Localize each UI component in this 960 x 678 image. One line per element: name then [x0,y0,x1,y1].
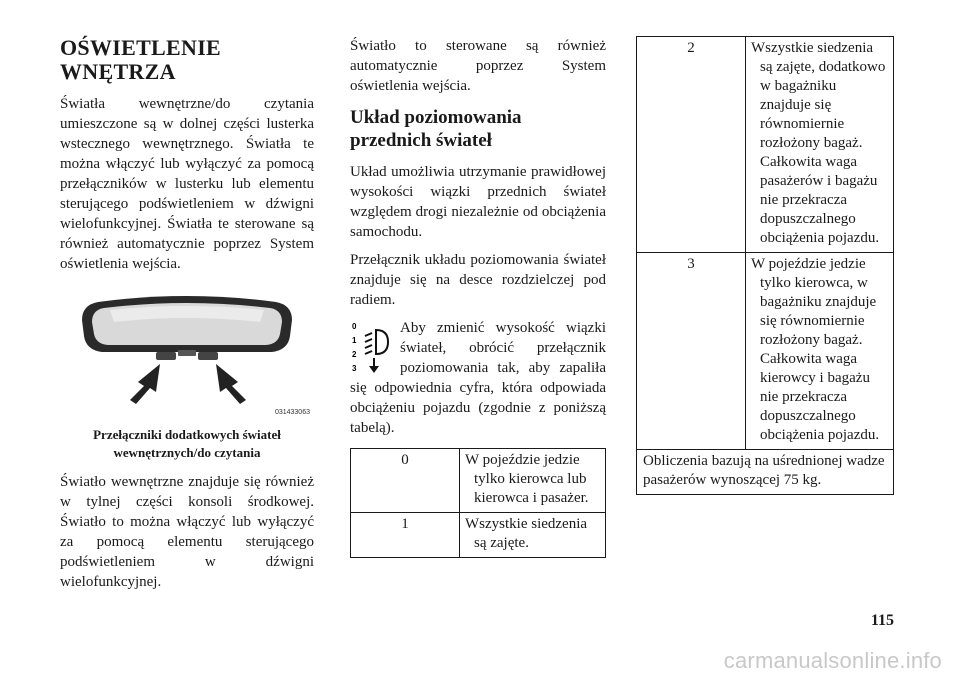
paragraph-entry-system: Światło to sterowane są również automatycznie poprzez System oświetlenia wejścia. [350,38,606,94]
paragraph-leveling-intro: Układ umożliwia utrzymanie prawidłowej wysokości wiązki przednich świateł względem drogi niezależnie od obciążenia samochodu. [350,164,606,240]
column-1 [60,36,314,600]
arrow-right-icon [216,364,246,404]
table-row [351,449,606,513]
description-cell: W pojeździe jedzie tylko kierowca lub kierowca i pasażer. [460,449,606,513]
rearview-mirror-illustration [60,292,314,420]
svg-text:2: 2 [352,350,357,359]
section-heading-leveling [350,106,606,152]
caption-line-1: Przełączniki dodatkowych świateł [93,427,281,442]
svg-text:3: 3 [352,364,357,373]
figure-code: 031433063 [274,409,310,416]
table-row [351,513,606,558]
section-heading-interior-lights [60,36,314,84]
heading-line-2: WNĘTRZA [60,59,176,84]
heading-line-1: Układ poziomowania [350,107,522,128]
page-number: 115 [870,612,894,629]
level-cell: 1 [351,513,460,558]
description-cell: Wszystkie siedzenia są zajęte. [460,513,606,558]
leveling-table-part-1 [350,448,606,558]
svg-text:0: 0 [352,322,357,331]
description-cell: W pojeździe jedzie tylko kierowca, w bagażniku znajduje się równomiernie rozłożony bagaż. Całkowita waga kierowcy i bagażu nie przekracza dopuszczalnego obciążenia pojazdu. [746,253,894,450]
paragraph-interior-lights: Światła wewnętrzne/do czytania umieszczone są w dolnej części lusterka wstecznego wewnętrznego. Światła te można włączyć lub wyłączyć za pomocą przełączników w lusterku lub elementu sterującego podświetleniem w dźwigni wielofunkcyjnej. Światła te sterowane są również automatycznie poprzez System oświetlenia wejścia. [60,96,314,272]
caption-line-2: wewnętrznych/do czytania [113,445,261,460]
column-2 [350,36,606,558]
description-cell: Wszystkie siedzenia są zajęte, dodatkowo w bagażniku znajduje się równomiernie rozłożony bagaż. Całkowita waga pasażerów i bagażu nie przekracza dopuszczalnego obciążenia pojazdu. [746,37,894,253]
leveling-instruction [350,318,606,438]
leveling-table-part-2 [636,36,894,495]
table-row [637,450,894,495]
table-note: Obliczenia bazują na uśrednionej wadze pasażerów wynoszącej 75 kg. [637,450,894,495]
watermark: carmanualsonline.info [723,648,942,673]
level-cell: 2 [637,37,746,253]
heading-line-1: OŚWIETLENIE [60,35,222,60]
paragraph-switch-location: Przełącznik układu poziomowania świateł znajduje się na desce rozdzielczej pod radiem. [350,252,606,308]
heading-line-2: przednich świateł [350,130,492,151]
column-3 [636,36,894,495]
mirror-figure [60,292,314,420]
level-cell: 0 [351,449,460,513]
paragraph-leveling-instruction: Aby zmienić wysokość wiązki świateł, obrócić przełącznik poziomowania tak, aby zapaliła się odpowiednia cyfra, która odpowiada obciążeniu pojazdu (zgodnie z poniższą tabelą). [350,320,606,436]
svg-text:1: 1 [352,336,357,345]
arrow-left-icon [130,364,160,404]
headlamp-leveling-icon [350,320,394,376]
figure-caption [60,426,314,462]
table-row [637,37,894,253]
paragraph-rear-light: Światło wewnętrzne znajduje się również w tylnej części konsoli środkowej. Światło to można włączyć lub wyłączyć za pomocą elementu sterującego podświetleniem w dźwigni wielofunkcyjnej. [60,474,314,590]
level-cell: 3 [637,253,746,450]
table-row [637,253,894,450]
